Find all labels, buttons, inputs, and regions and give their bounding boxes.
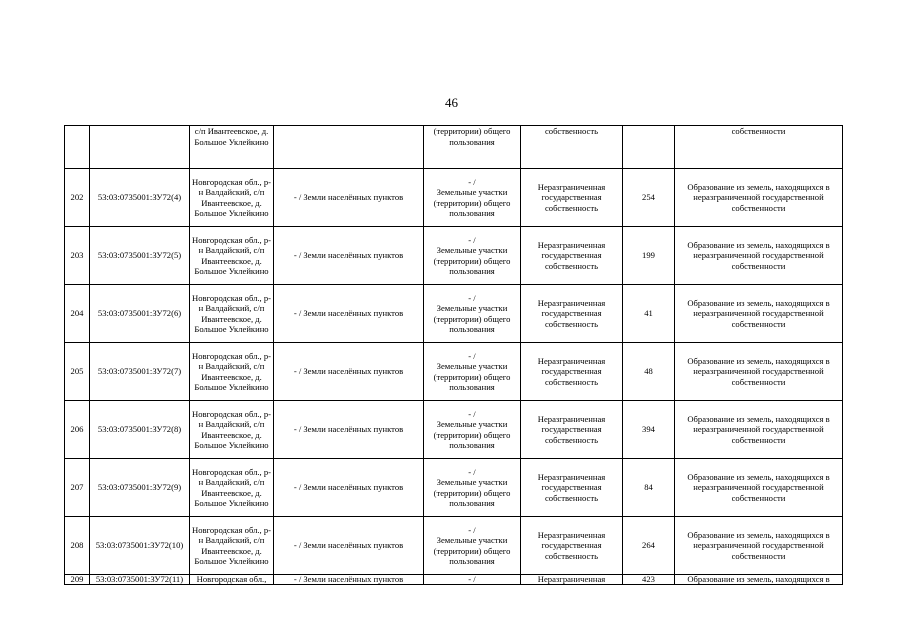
table-row: [65, 169, 843, 227]
cell-address: Новгородская обл., р-н Валдайский, с/п Ивантеевское, д. Большое Уклейкино: [190, 517, 274, 575]
cell-category: - / Земли населённых пунктов: [274, 227, 424, 285]
cell-note: Образование из земель, находящихся в неразграниченной государственной собственности: [675, 343, 843, 401]
cell-use: [424, 401, 521, 459]
cell-cadastral: 53:03:0735001:ЗУ72(5): [90, 227, 190, 285]
cell-cadastral: 53:03:0735001:ЗУ72(11): [90, 575, 190, 585]
cell-address: Новгородская обл.,: [190, 575, 274, 585]
cell-area: 264: [623, 517, 675, 575]
table-row: [65, 401, 843, 459]
cell-note: собственности: [675, 126, 843, 169]
cell-category: - / Земли населённых пунктов: [274, 343, 424, 401]
cell-cadastral: 53:03:0735001:ЗУ72(4): [90, 169, 190, 227]
use-text: Земельные участки (территории) общего пользования: [433, 361, 511, 392]
use-text: Земельные участки (территории) общего пользования: [433, 477, 511, 508]
cell-use: - /: [424, 575, 521, 585]
use-dash: - /: [468, 176, 476, 187]
cell-area: 394: [623, 401, 675, 459]
cell-area: 84: [623, 459, 675, 517]
cell-number: 204: [65, 285, 90, 343]
cell-cadastral: [90, 126, 190, 169]
cell-ownership: Неразграниченная государственная собственность: [521, 517, 623, 575]
table-row: [65, 343, 843, 401]
use-dash: - /: [468, 408, 476, 419]
cell-use: [424, 459, 521, 517]
land-plots-table: [64, 125, 843, 585]
cell-area: 48: [623, 343, 675, 401]
cell-number: [65, 126, 90, 169]
cell-ownership: Неразграниченная государственная собственность: [521, 459, 623, 517]
table-row-continued: [65, 126, 843, 169]
use-dash: - /: [468, 524, 476, 535]
cell-address: Новгородская обл., р-н Валдайский, с/п Ивантеевское, д. Большое Уклейкино: [190, 343, 274, 401]
cell-number: 203: [65, 227, 90, 285]
cell-ownership: Неразграниченная: [521, 575, 623, 585]
cell-use: [424, 227, 521, 285]
cell-category: - / Земли населённых пунктов: [274, 169, 424, 227]
table-row: [65, 517, 843, 575]
cell-area: 41: [623, 285, 675, 343]
cell-address: с/п Ивантеевское, д. Большое Уклейкино: [190, 126, 274, 169]
cell-category: - / Земли населённых пунктов: [274, 459, 424, 517]
cell-note: Образование из земель, находящихся в неразграниченной государственной собственности: [675, 169, 843, 227]
cell-number: 205: [65, 343, 90, 401]
cell-address: Новгородская обл., р-н Валдайский, с/п Ивантеевское, д. Большое Уклейкино: [190, 285, 274, 343]
cell-area: 254: [623, 169, 675, 227]
use-text: Земельные участки (территории) общего пользования: [433, 187, 511, 218]
use-dash: - /: [468, 466, 476, 477]
cell-number: 206: [65, 401, 90, 459]
cell-ownership: Неразграниченная государственная собственность: [521, 285, 623, 343]
cell-use: [424, 169, 521, 227]
cell-note: Образование из земель, находящихся в: [675, 575, 843, 585]
table-row: [65, 285, 843, 343]
cell-category: - / Земли населённых пунктов: [274, 285, 424, 343]
cell-note: Образование из земель, находящихся в неразграниченной государственной собственности: [675, 517, 843, 575]
cell-ownership: Неразграниченная государственная собственность: [521, 401, 623, 459]
cell-note: Образование из земель, находящихся в неразграниченной государственной собственности: [675, 459, 843, 517]
cell-number: 208: [65, 517, 90, 575]
cell-use: [424, 517, 521, 575]
cell-area: 199: [623, 227, 675, 285]
cell-cadastral: 53:03:0735001:ЗУ72(10): [90, 517, 190, 575]
table-row: [65, 459, 843, 517]
cell-cadastral: 53:03:0735001:ЗУ72(7): [90, 343, 190, 401]
cell-category: - / Земли населённых пунктов: [274, 401, 424, 459]
cell-number: 202: [65, 169, 90, 227]
cell-address: Новгородская обл., р-н Валдайский, с/п Ивантеевское, д. Большое Уклейкино: [190, 169, 274, 227]
cell-cadastral: 53:03:0735001:ЗУ72(9): [90, 459, 190, 517]
use-text: Земельные участки (территории) общего пользования: [433, 245, 511, 276]
cell-category: - / Земли населённых пунктов: [274, 517, 424, 575]
cell-area: 423: [623, 575, 675, 585]
table-row: [65, 227, 843, 285]
cell-area: [623, 126, 675, 169]
cell-ownership: собственность: [521, 126, 623, 169]
cell-use: (территории) общего пользования: [424, 126, 521, 169]
cell-note: Образование из земель, находящихся в неразграниченной государственной собственности: [675, 227, 843, 285]
cell-ownership: Неразграниченная государственная собственность: [521, 169, 623, 227]
cell-category: [274, 126, 424, 169]
cell-number: 207: [65, 459, 90, 517]
cell-cadastral: 53:03:0735001:ЗУ72(6): [90, 285, 190, 343]
use-text: Земельные участки (территории) общего пользования: [433, 303, 511, 334]
cell-category: - / Земли населённых пунктов: [274, 575, 424, 585]
use-text: Земельные участки (территории) общего пользования: [433, 535, 511, 566]
use-dash: - /: [468, 350, 476, 361]
cell-ownership: Неразграниченная государственная собственность: [521, 343, 623, 401]
use-dash: - /: [468, 234, 476, 245]
cell-address: Новгородская обл., р-н Валдайский, с/п Ивантеевское, д. Большое Уклейкино: [190, 401, 274, 459]
cell-ownership: Неразграниченная государственная собственность: [521, 227, 623, 285]
cell-cadastral: 53:03:0735001:ЗУ72(8): [90, 401, 190, 459]
cell-use: [424, 285, 521, 343]
cell-note: Образование из земель, находящихся в неразграниченной государственной собственности: [675, 285, 843, 343]
cell-address: Новгородская обл., р-н Валдайский, с/п Ивантеевское, д. Большое Уклейкино: [190, 227, 274, 285]
cell-note: Образование из земель, находящихся в неразграниченной государственной собственности: [675, 401, 843, 459]
cell-number: 209: [65, 575, 90, 585]
page-number: 46: [445, 95, 458, 110]
cell-use: [424, 343, 521, 401]
use-text: Земельные участки (территории) общего пользования: [433, 419, 511, 450]
use-dash: - /: [468, 292, 476, 303]
cell-address: Новгородская обл., р-н Валдайский, с/п Ивантеевское, д. Большое Уклейкино: [190, 459, 274, 517]
table-row-partial: [65, 575, 843, 585]
